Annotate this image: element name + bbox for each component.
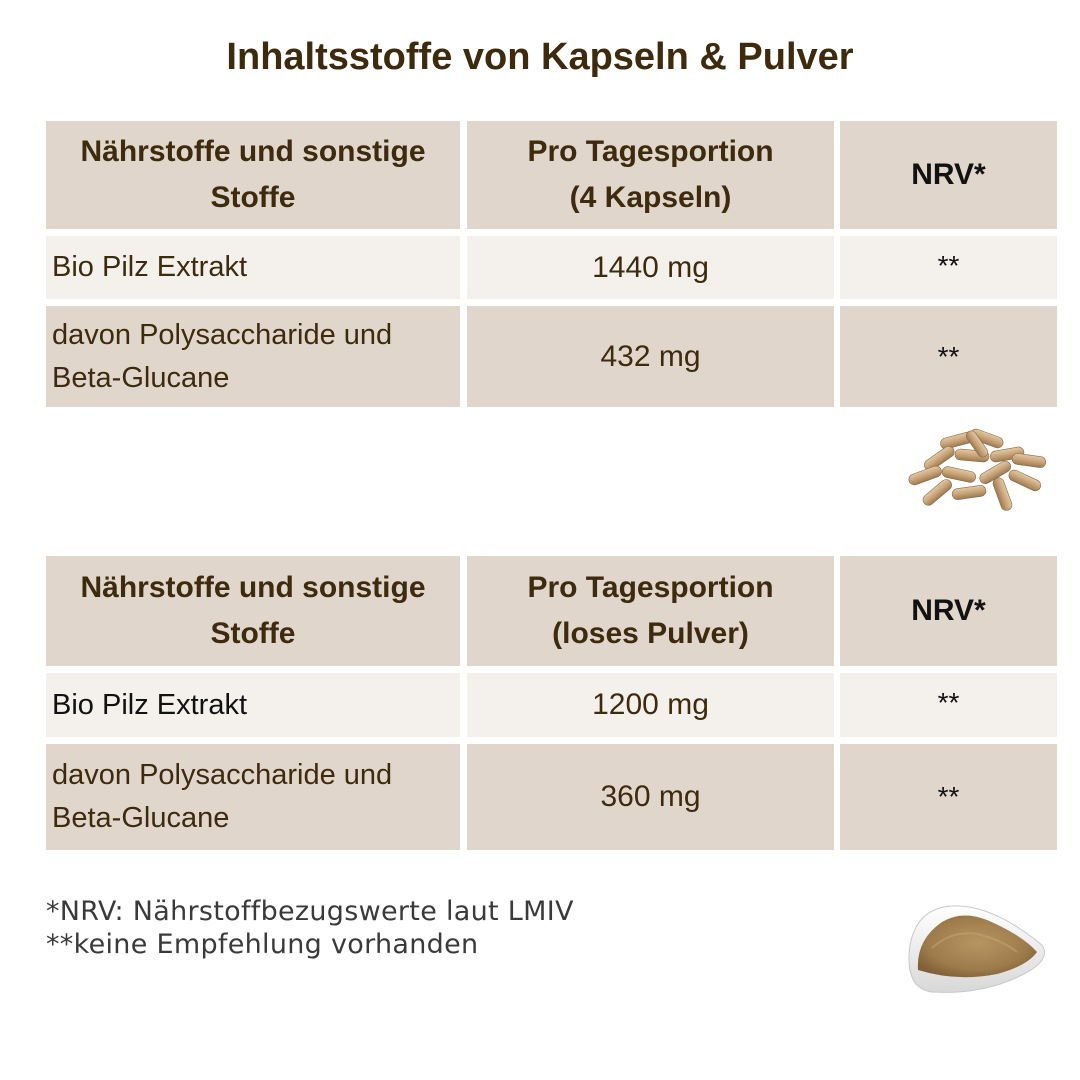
capsules-header-nutrients [46, 121, 460, 229]
footnote-nrv: *NRV: Nährstoffbezugswerte laut LMIV [46, 896, 574, 927]
table-row-name [46, 744, 460, 850]
table-row-amount: 360 mg [467, 744, 834, 850]
table-row-name: Bio Pilz Extrakt [46, 673, 460, 737]
header-line: Nährstoffe und sonstige [80, 571, 426, 604]
table-row-nrv: ** [840, 744, 1057, 850]
name-line: davon Polysaccharide und [52, 318, 393, 351]
capsules-image [900, 425, 1050, 520]
table-row-amount: 432 mg [467, 306, 834, 407]
table-row-nrv: ** [840, 673, 1057, 737]
table-row-name [46, 306, 460, 407]
header-line: Stoffe [210, 617, 296, 650]
name-line: davon Polysaccharide und [52, 759, 393, 791]
header-line: (4 Kapseln) [569, 181, 732, 214]
table-row-name: Bio Pilz Extrakt [46, 236, 460, 299]
page-title: Inhaltsstoffe von Kapseln & Pulver [226, 36, 854, 78]
header-line: Pro Tagesportion [527, 135, 774, 168]
table-row-amount: 1440 mg [467, 236, 834, 299]
capsules-header-nrv: NRV* [840, 121, 1057, 229]
header-line: Stoffe [210, 181, 296, 214]
powder-bowl-image [902, 900, 1052, 1000]
name-line: Beta-Glucane [52, 361, 230, 394]
header-line: Pro Tagesportion [527, 571, 774, 604]
header-line: Nährstoffe und sonstige [80, 135, 426, 168]
powder-header-nutrients [46, 556, 460, 666]
footnote-no-recommendation: **keine Empfehlung vorhanden [46, 929, 479, 960]
capsules-header-daily-portion [467, 121, 834, 229]
header-line: (loses Pulver) [552, 617, 749, 650]
table-row-amount: 1200 mg [467, 673, 834, 737]
table-row-nrv: ** [840, 306, 1057, 407]
table-row-nrv: ** [840, 236, 1057, 299]
name-line: Beta-Glucane [52, 802, 230, 834]
powder-header-daily-portion [467, 556, 834, 666]
powder-header-nrv: NRV* [840, 556, 1057, 666]
